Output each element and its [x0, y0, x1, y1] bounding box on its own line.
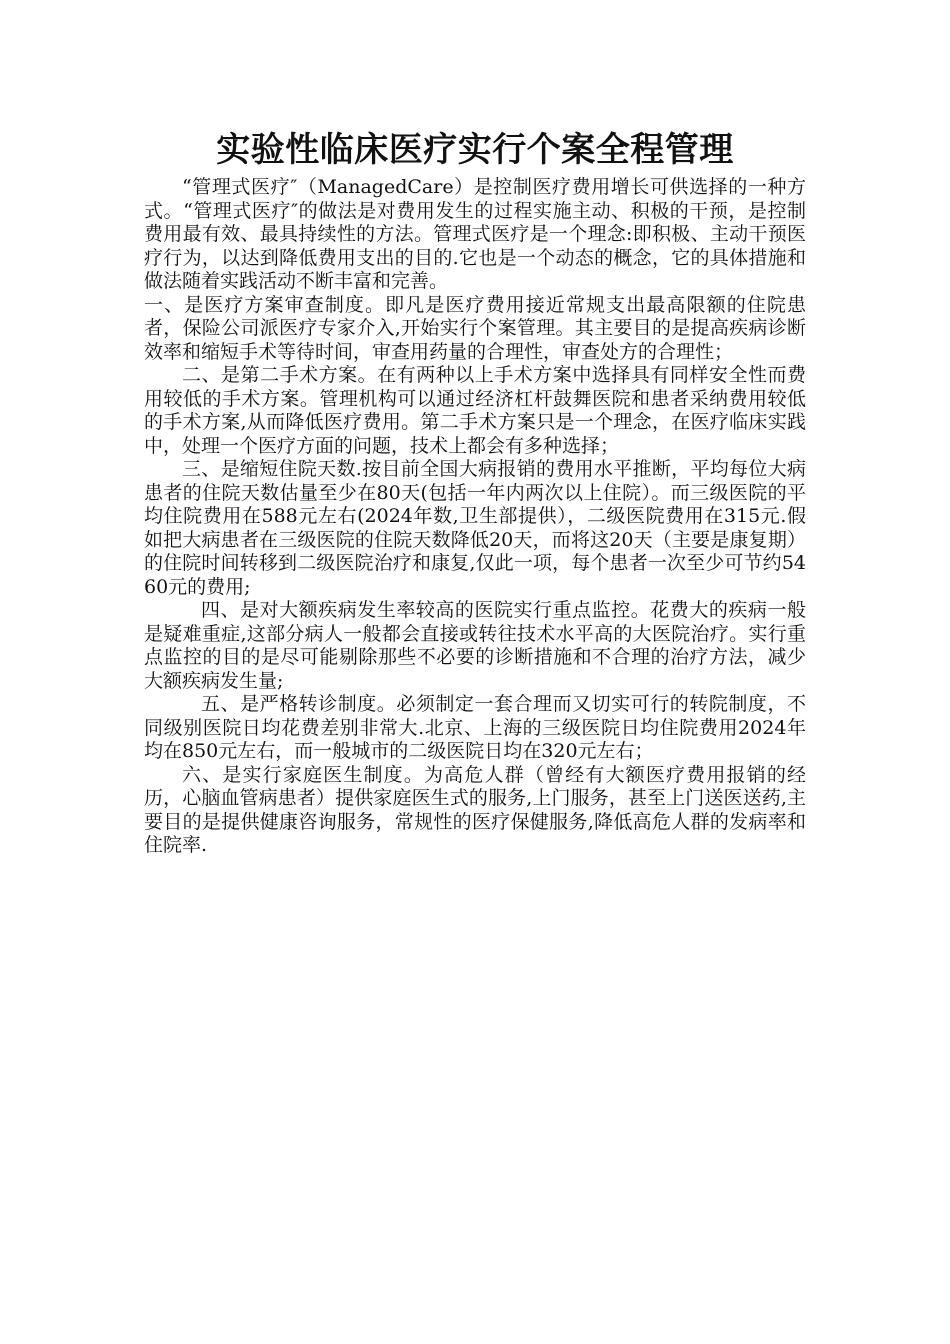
section-4-paragraph: 四、是对大额疾病发生率较高的医院实行重点监控。花费大的疾病一般是疑难重症,这部分病人一般都会直接或转往技术水平高的大医院治疗。实行重点监控的目的是尽可能剔除那些不必要的诊断措施和不合理的治疗方法，减少大额疾病发生量;: [144, 599, 806, 692]
section-5-paragraph: 五、是严格转诊制度。必须制定一套合理而又切实可行的转院制度，不同级别医院日均花费差别非常大.北京、上海的三级医院日均住院费用2024年均在850元左右，而一般城市的二级医院日均在320元左右；: [144, 693, 806, 762]
document-page: [144, 128, 806, 858]
section-1-paragraph: 一、是医疗方案审查制度。即凡是医疗费用接近常规支出最高限额的住院患者，保险公司派医疗专家介入,开始实行个案管理。其主要目的是提高疾病诊断效率和缩短手术等待时间，审查用药量的合理性，审查处方的合理性；: [144, 293, 806, 363]
section-3-paragraph: 三、是缩短住院天数.按目前全国大病报销的费用水平推断，平均每位大病患者的住院天数估量至少在80天(包括一年内两次以上住院）。而三级医院的平均住院费用在588元左右(2024年数,卫生部提供），二级医院费用在315元.假如把大病患者在三级医院的住院天数降低20天，而将这20天（主要是康复期）的住院时间转移到二级医院治疗和康复,仅此一项，每个患者一次至少可节约5460元的费用;: [144, 458, 806, 598]
intro-paragraph: “管理式医疗″（ManagedCare）是控制医疗费用增长可供选择的一种方式。“管理式医疗″的做法是对费用发生的过程实施主动、积极的干预，是控制费用最有效、最具持续性的方法。管理式医疗是一个理念:即积极、主动干预医疗行为，以达到降低费用支出的目的.它也是一个动态的概念，它的具体措施和做法随着实践活动不断丰富和完善。: [144, 176, 806, 292]
section-6-paragraph: 六、是实行家庭医生制度。为高危人群（曾经有大额医疗费用报销的经历，心脑血管病患者）提供家庭医生式的服务,上门服务，甚至上门送医送药,主要目的是提供健康咨询服务，常规性的医疗保健服务,降低高危人群的发病率和住院率.: [144, 763, 806, 856]
section-2-paragraph: 二、是第二手术方案。在有两种以上手术方案中选择具有同样安全性而费用较低的手术方案。管理机构可以通过经济杠杆鼓舞医院和患者采纳费用较低的手术方案,从而降低医疗费用。第二手术方案只是一个理念，在医疗临床实践中，处理一个医疗方面的问题，技术上都会有多种选择；: [144, 364, 806, 457]
document-title: 实验性临床医疗实行个案全程管理: [216, 130, 734, 170]
